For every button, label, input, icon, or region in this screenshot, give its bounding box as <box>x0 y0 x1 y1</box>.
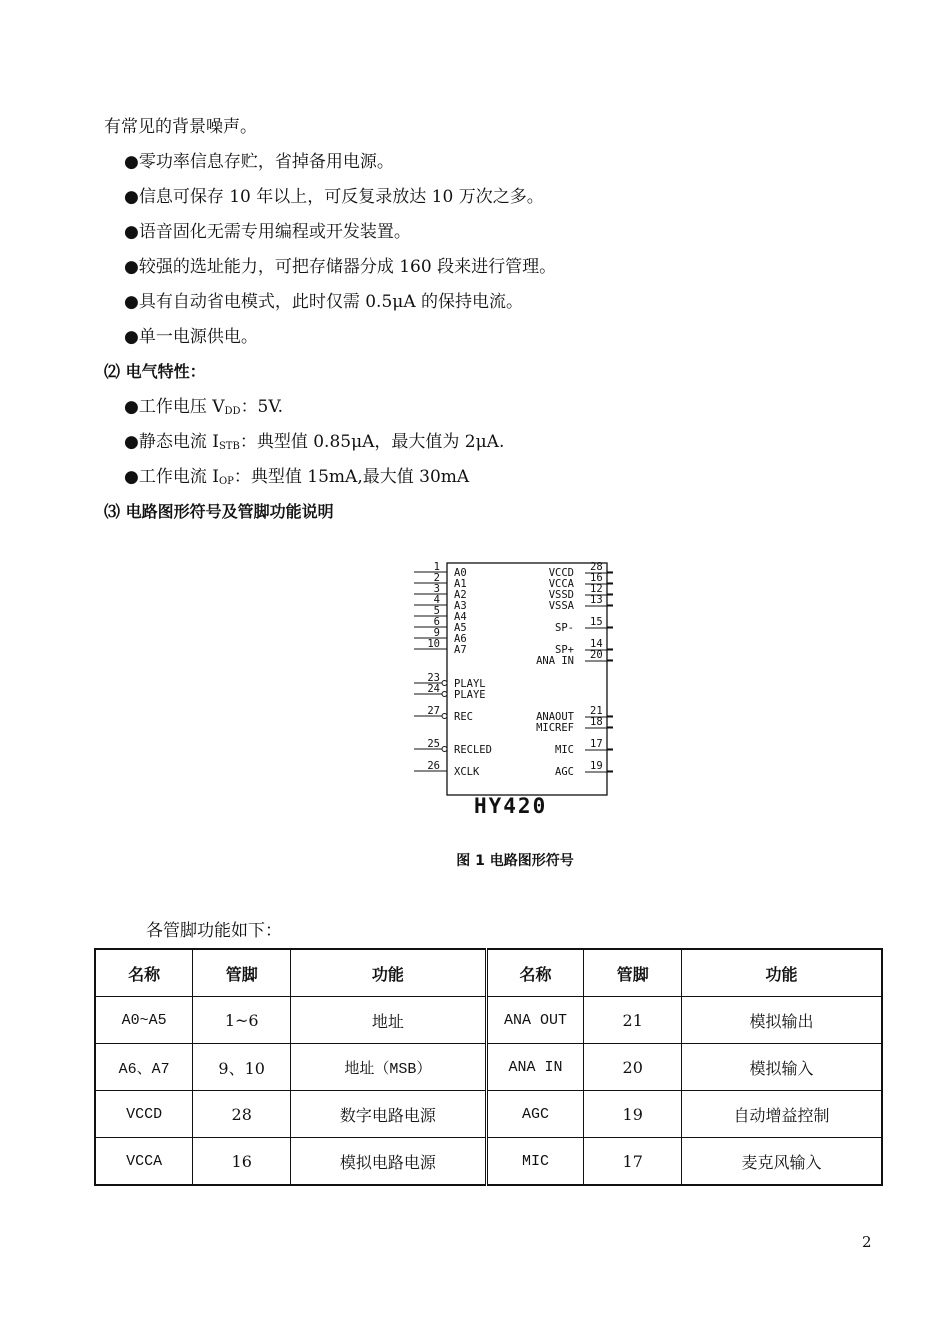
pin-number: 21 <box>590 705 603 717</box>
cell-function: 模拟输入 <box>682 1044 882 1091</box>
pin-function-table <box>94 948 883 1186</box>
pin-right-sp- <box>555 616 613 634</box>
cell-name: A0~A5 <box>95 997 193 1044</box>
pin-number: 16 <box>590 572 603 584</box>
pin-label: VCCA <box>548 578 574 590</box>
cell-name: AGC <box>486 1091 584 1138</box>
spec-istb <box>124 431 504 458</box>
pin-label: SP- <box>555 622 574 634</box>
cell-function: 模拟输出 <box>682 997 882 1044</box>
pin-number: 12 <box>590 583 603 595</box>
cell-function: 地址 <box>291 997 487 1044</box>
spec-vdd-prefix: ●工作电压 V <box>124 397 225 417</box>
spec-vdd <box>124 396 283 423</box>
pin-number: 18 <box>590 716 603 728</box>
pin-label: AGC <box>555 766 574 778</box>
pin-label: A2 <box>454 589 467 601</box>
table-row <box>95 997 882 1044</box>
pin-label: A1 <box>454 578 467 590</box>
pin-number: 4 <box>433 594 440 606</box>
pin-number: 9 <box>433 627 440 639</box>
figure-caption: 图 1 电路图形符号 <box>456 853 574 869</box>
pin-number: 14 <box>590 638 603 650</box>
cell-name: VCCD <box>95 1091 193 1138</box>
pin-label: ANA IN <box>536 655 574 667</box>
cell-pin: 16 <box>193 1138 291 1186</box>
pin-label: A0 <box>454 567 467 579</box>
cell-function: 模拟电路电源 <box>291 1138 487 1186</box>
spec-vdd-sub: DD <box>224 406 241 417</box>
pin-label: PLAYE <box>454 689 486 701</box>
cell-name: ANA OUT <box>486 997 584 1044</box>
pin-number: 15 <box>590 616 603 628</box>
pin-number: 10 <box>427 638 440 650</box>
spec-istb-suffix: ：典型值 0.85μA，最大值为 2μA. <box>239 432 505 452</box>
header-pin: 管脚 <box>193 949 291 997</box>
pin-number: 20 <box>590 649 603 661</box>
chip-name: HY420 <box>474 794 548 818</box>
pin-label: A4 <box>454 611 467 623</box>
cell-function: 麦克风输入 <box>682 1138 882 1186</box>
header-function: 功能 <box>682 949 882 997</box>
pin-left-recled <box>414 738 492 756</box>
pin-number: 25 <box>427 738 440 750</box>
pin-right-ana-in <box>536 649 613 667</box>
table-row <box>95 1138 882 1186</box>
spec-iop <box>124 466 469 493</box>
cell-function: 自动增益控制 <box>682 1091 882 1138</box>
pin-right-sp- <box>555 638 613 656</box>
spec-istb-sub: STB <box>218 441 240 452</box>
feature-item: ●单一电源供电。 <box>124 327 258 347</box>
intro-line: 有常见的背景噪声。 <box>104 117 257 137</box>
pin-label: SP+ <box>555 644 574 656</box>
spec-istb-prefix: ●静态电流 I <box>124 432 219 452</box>
header-name: 名称 <box>486 949 584 997</box>
cell-pin: 28 <box>193 1091 291 1138</box>
pin-label: MICREF <box>536 722 574 734</box>
pin-label: XCLK <box>454 766 480 778</box>
circuit-symbol-diagram <box>400 550 630 825</box>
pin-label: MIC <box>555 744 574 756</box>
pin-number: 17 <box>590 738 603 750</box>
pin-label: VSSD <box>548 589 574 601</box>
section-2-title: ⑵ 电气特性： <box>104 362 206 381</box>
feature-item: ●零功率信息存贮，省掉备用电源。 <box>124 152 394 172</box>
pin-number: 1 <box>433 561 440 573</box>
pin-left-rec <box>414 705 473 723</box>
header-name: 名称 <box>95 949 193 997</box>
pin-number: 27 <box>427 705 440 717</box>
pin-label: A3 <box>454 600 467 612</box>
pin-label: RECLED <box>454 744 492 756</box>
pin-label: VSSA <box>548 600 574 612</box>
pin-left-playl <box>414 672 486 690</box>
table-intro: 各管脚功能如下： <box>146 921 282 941</box>
pin-number: 6 <box>433 616 440 628</box>
pin-label: A7 <box>454 644 467 656</box>
pin-number: 24 <box>427 683 440 695</box>
cell-function: 地址（MSB） <box>291 1044 487 1091</box>
cell-pin: 21 <box>584 997 682 1044</box>
pin-label: VCCD <box>548 567 574 579</box>
cell-pin: 1~6 <box>193 997 291 1044</box>
pin-right-vccd <box>549 561 613 579</box>
cell-pin: 17 <box>584 1138 682 1186</box>
spec-iop-suffix: ：典型值 15mA,最大值 30mA <box>233 467 470 487</box>
pin-number: 19 <box>590 760 603 772</box>
table-header-row <box>95 949 882 997</box>
pin-label: REC <box>454 711 473 723</box>
cell-function: 数字电路电源 <box>291 1091 487 1138</box>
cell-pin: 9、10 <box>193 1044 291 1091</box>
table-row <box>95 1044 882 1091</box>
spec-iop-prefix: ●工作电流 I <box>124 467 219 487</box>
feature-item: ●具有自动省电模式，此时仅需 0.5μA 的保持电流。 <box>124 292 524 312</box>
pin-number: 23 <box>427 672 440 684</box>
section-3-title: ⑶ 电路图形符号及管脚功能说明 <box>104 502 334 521</box>
spec-iop-sub: OP <box>218 476 234 487</box>
table-row <box>95 1091 882 1138</box>
pin-number: 2 <box>433 572 440 584</box>
cell-name: VCCA <box>95 1138 193 1186</box>
cell-pin: 20 <box>584 1044 682 1091</box>
cell-name: A6、A7 <box>95 1044 193 1091</box>
pin-label: A5 <box>454 622 467 634</box>
pin-number: 3 <box>433 583 440 595</box>
pin-number: 26 <box>427 760 440 772</box>
header-function: 功能 <box>291 949 487 997</box>
cell-name: MIC <box>486 1138 584 1186</box>
pin-number: 5 <box>433 605 440 617</box>
right-pin-group <box>536 561 613 778</box>
feature-item: ●语音固化无需专用编程或开发装置。 <box>124 222 411 242</box>
cell-name: ANA IN <box>486 1044 584 1091</box>
pin-right-mic <box>555 738 613 756</box>
left-pin-group <box>414 561 492 778</box>
pin-right-agc <box>555 760 613 778</box>
pin-label: ANAOUT <box>536 711 574 723</box>
pin-label: A6 <box>454 633 467 645</box>
page-number: 2 <box>862 1233 872 1251</box>
feature-item: ●信息可保存 10 年以上，可反复录放达 10 万次之多。 <box>124 187 544 207</box>
pin-left-a0 <box>414 561 467 579</box>
header-pin: 管脚 <box>584 949 682 997</box>
feature-item: ●较强的选址能力，可把存储器分成 160 段来进行管理。 <box>124 257 557 277</box>
pin-number: 13 <box>590 594 603 606</box>
pin-label: PLAYL <box>454 678 486 690</box>
pin-number: 28 <box>590 561 603 573</box>
cell-pin: 19 <box>584 1091 682 1138</box>
spec-vdd-suffix: ：5V. <box>240 397 284 417</box>
